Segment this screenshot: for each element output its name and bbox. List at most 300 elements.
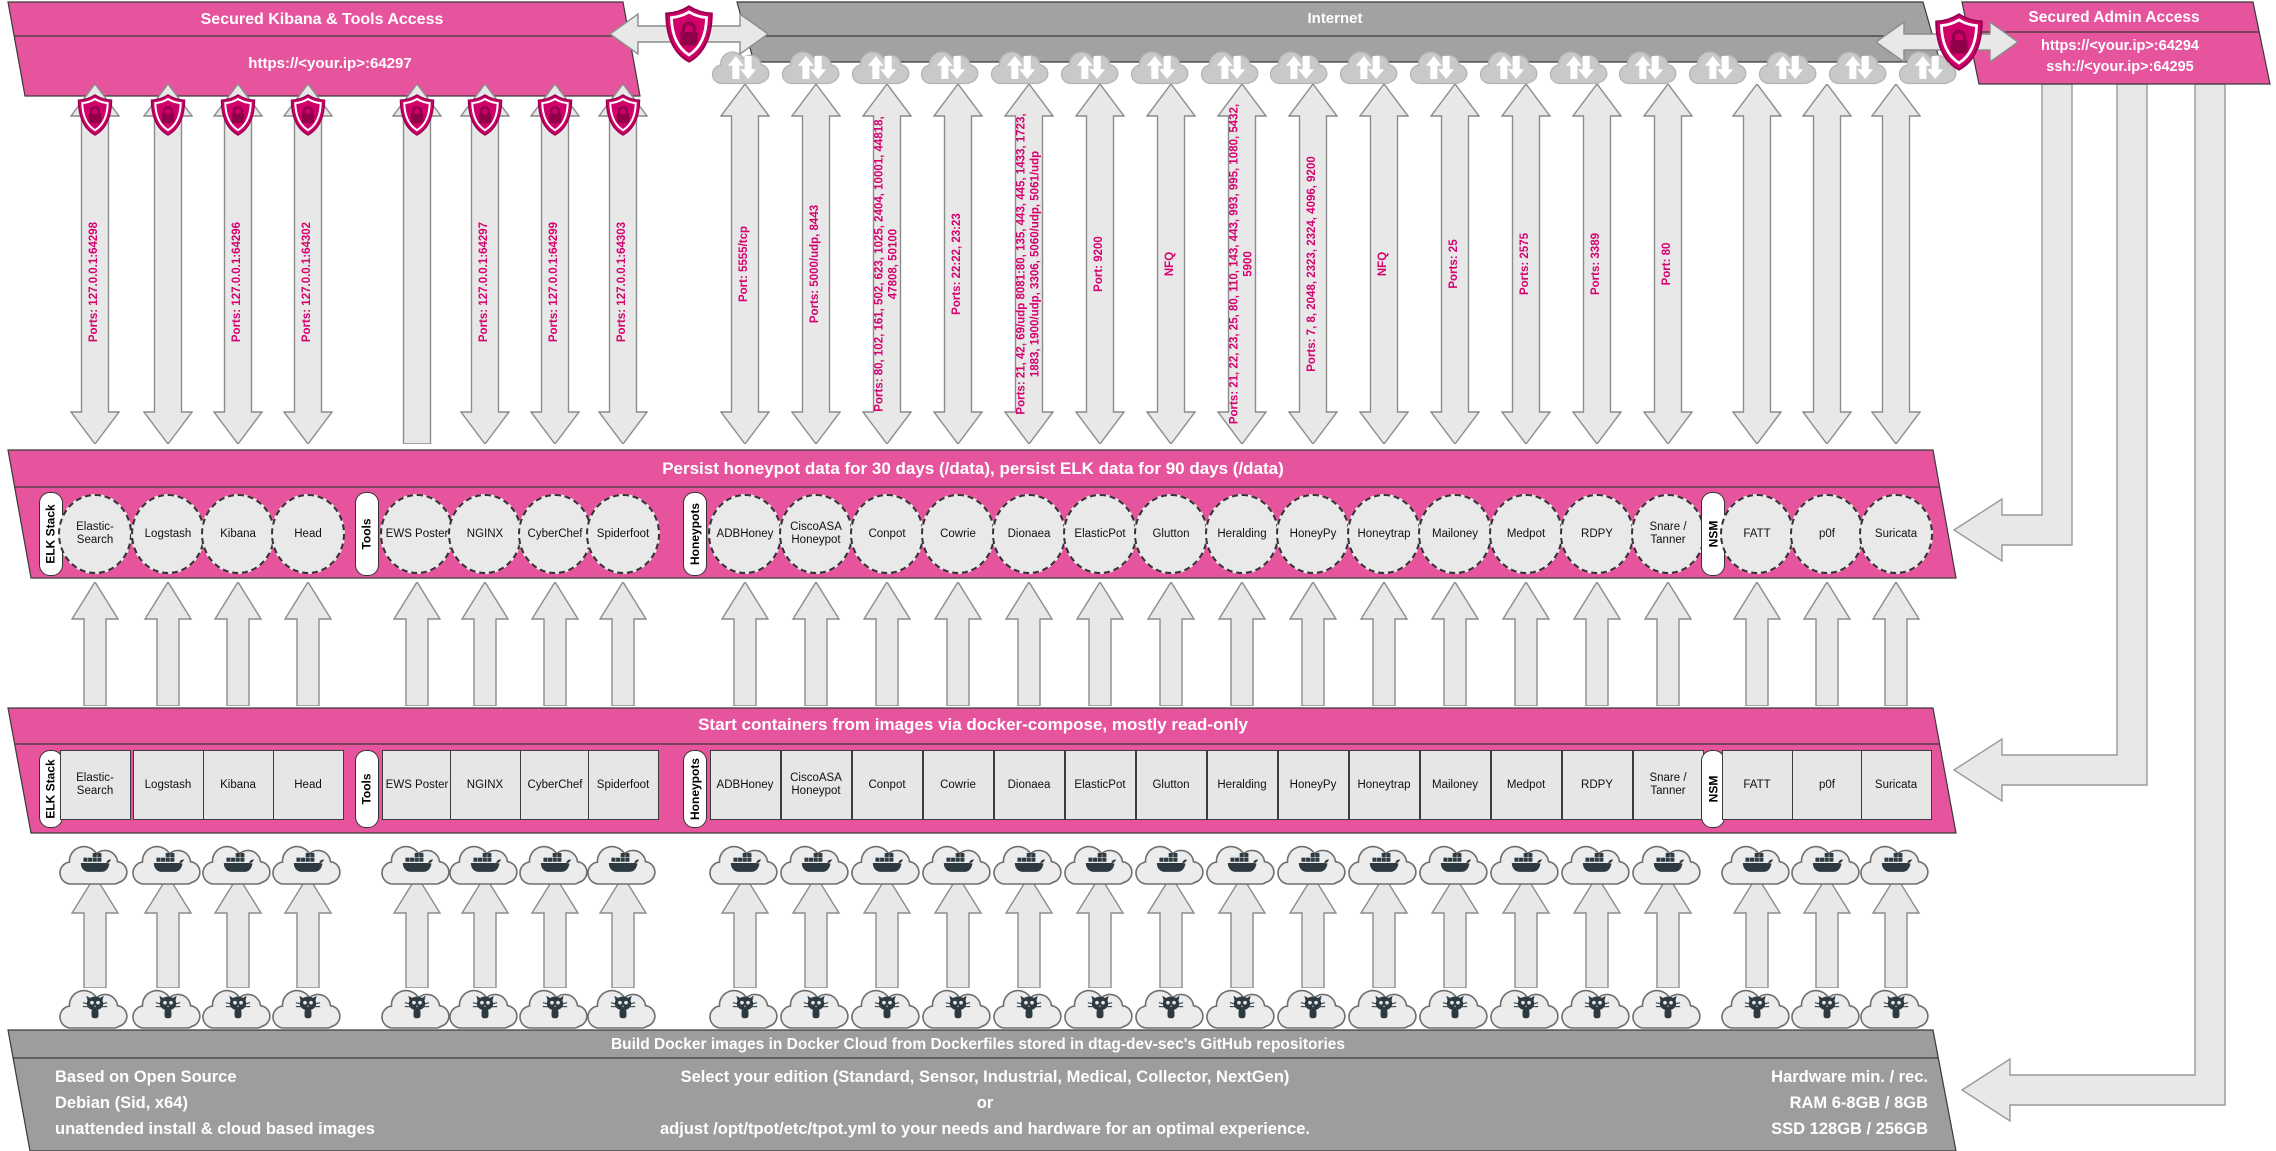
- local-port-arrow: [598, 84, 648, 444]
- internet-cloud: [919, 42, 983, 88]
- docker-whale-icon: [1155, 850, 1187, 876]
- github-octocat-icon: [1581, 994, 1613, 1020]
- build-left-line: unattended install & cloud based images: [55, 1120, 375, 1138]
- traffic-updown-icon: [1495, 56, 1525, 79]
- persist-flow-arrow: [598, 582, 648, 711]
- docker-cloud: [270, 836, 346, 888]
- docker-cloud: [1789, 836, 1865, 888]
- github-cloud: [778, 980, 854, 1032]
- image-pull-arrow: [1643, 876, 1693, 993]
- docker-cloud: [1275, 836, 1351, 888]
- internet-cloud: [1687, 42, 1751, 88]
- service-circle[interactable]: Snare / Tanner: [1631, 494, 1705, 574]
- port-label: Ports: 127.0.0.1:64303: [616, 221, 629, 343]
- container-box[interactable]: Heralding: [1207, 750, 1278, 820]
- docker-cloud: [1204, 836, 1280, 888]
- container-box[interactable]: Conpot: [852, 750, 923, 820]
- container-box[interactable]: Spiderfoot: [588, 750, 659, 820]
- port-label: Ports: 22:22, 23:23: [951, 213, 964, 315]
- container-box[interactable]: Suricata: [1861, 750, 1932, 820]
- local-port-arrow: [213, 84, 263, 444]
- port-label: NFQ: [1164, 251, 1177, 277]
- group-pill-honeypots: [683, 492, 707, 576]
- internet-cloud: [1059, 42, 1123, 88]
- container-box[interactable]: Honeytrap: [1349, 750, 1420, 820]
- github-octocat-icon: [871, 994, 903, 1020]
- docker-cloud: [130, 836, 206, 888]
- port-label: Ports: 127.0.0.1:64296: [231, 221, 244, 343]
- github-cloud: [1630, 980, 1706, 1032]
- docker-whale-icon: [469, 850, 501, 876]
- port-label: Ports: 21, 22, 23, 25, 80, 110, 143, 443, 993, 995, 1080, 5432, 5900: [1228, 103, 1254, 425]
- service-circle[interactable]: Kibana: [201, 494, 275, 574]
- internet-port-arrow: [1643, 84, 1693, 444]
- internet-port-arrow: [1146, 84, 1196, 444]
- docker-cloud: [920, 836, 996, 888]
- github-octocat-icon: [800, 994, 832, 1020]
- persist-flow-arrow: [392, 582, 442, 711]
- internet-cloud: [1338, 42, 1402, 88]
- persist-flow-arrow: [1359, 582, 1409, 711]
- image-pull-arrow: [1871, 876, 1921, 993]
- container-box[interactable]: CiscoASA Honeypot: [781, 750, 852, 820]
- persist-flow-arrow: [1217, 582, 1267, 711]
- port-label: Ports: 3389: [1590, 233, 1603, 296]
- service-circle[interactable]: Logstash: [131, 494, 205, 574]
- docker-whale-icon: [1368, 850, 1400, 876]
- port-label: Ports: 21, 42, 69/udp 8081:80, 135, 443, 445, 1433, 1723, 1883, 1900/udp, 3306, 5060/udp, 5061/udp: [1015, 113, 1041, 415]
- internet-cloud: [1268, 42, 1332, 88]
- persist-flow-arrow: [460, 582, 510, 711]
- internet-port-arrow: [933, 84, 983, 444]
- group-label: ELK Stack: [44, 759, 59, 819]
- github-cloud: [920, 980, 996, 1032]
- local-port-arrow: [143, 84, 193, 444]
- local-port-arrow: [70, 84, 120, 444]
- service-circle[interactable]: HoneyPy: [1276, 494, 1350, 574]
- github-octocat-icon: [1741, 994, 1773, 1020]
- persist-flow-arrow: [1075, 582, 1125, 711]
- image-pull-arrow: [1430, 876, 1480, 993]
- service-circle[interactable]: Suricata: [1859, 494, 1933, 574]
- container-box[interactable]: Snare / Tanner: [1633, 750, 1704, 820]
- service-circle[interactable]: RDPY: [1560, 494, 1634, 574]
- docker-whale-icon: [1652, 850, 1684, 876]
- internet-cloud: [1478, 42, 1542, 88]
- docker-whale-icon: [1226, 850, 1258, 876]
- github-cloud: [200, 980, 276, 1032]
- admin-url-ssh[interactable]: ssh://<your.ip>:64295: [2046, 59, 2194, 75]
- docker-cloud: [1417, 836, 1493, 888]
- traffic-updown-icon: [1076, 56, 1106, 79]
- github-octocat-icon: [79, 994, 111, 1020]
- container-box[interactable]: Medpot: [1491, 750, 1562, 820]
- docker-cloud: [778, 836, 854, 888]
- github-octocat-icon: [1652, 994, 1684, 1020]
- github-octocat-icon: [152, 994, 184, 1020]
- github-cloud: [447, 980, 523, 1032]
- docker-whale-icon: [1581, 850, 1613, 876]
- local-port-arrow: [283, 84, 333, 444]
- github-octocat-icon: [1880, 994, 1912, 1020]
- github-cloud: [379, 980, 455, 1032]
- persist-flow-arrow: [1572, 582, 1622, 711]
- internet-port-arrow: [1075, 84, 1125, 444]
- group-label: NSM: [1706, 775, 1721, 803]
- github-cloud: [130, 980, 206, 1032]
- image-pull-arrow: [1359, 876, 1409, 993]
- image-pull-arrow: [1501, 876, 1551, 993]
- docker-whale-icon: [79, 850, 111, 876]
- local-port-arrow: [392, 84, 442, 444]
- port-label: Ports: 127.0.0.1:64302: [301, 221, 314, 343]
- image-pull-arrow: [1802, 876, 1852, 993]
- container-box[interactable]: RDPY: [1562, 750, 1633, 820]
- service-circle[interactable]: Mailoney: [1418, 494, 1492, 574]
- image-pull-arrow: [1288, 876, 1338, 993]
- github-octocat-icon: [292, 994, 324, 1020]
- github-cloud: [707, 980, 783, 1032]
- image-pull-arrow: [1572, 876, 1622, 993]
- internet-port-arrow: [1802, 84, 1852, 444]
- port-label: Port: 80: [1661, 242, 1674, 286]
- group-label: Honeypots: [688, 757, 703, 821]
- github-octocat-icon: [942, 994, 974, 1020]
- build-right-line: RAM 6-8GB / 8GB: [1789, 1094, 1928, 1112]
- image-pull-arrow: [1075, 876, 1125, 993]
- docker-whale-icon: [800, 850, 832, 876]
- image-pull-arrow: [791, 876, 841, 993]
- traffic-updown-icon: [1425, 56, 1455, 79]
- internet-port-arrow: [1572, 84, 1622, 444]
- docker-cloud: [585, 836, 661, 888]
- github-octocat-icon: [222, 994, 254, 1020]
- internet-port-arrow: [791, 84, 841, 444]
- docker-whale-icon: [539, 850, 571, 876]
- traffic-updown-icon: [1774, 56, 1804, 79]
- github-cloud: [585, 980, 661, 1032]
- container-box[interactable]: Glutton: [1136, 750, 1207, 820]
- persist-flow-arrow: [862, 582, 912, 711]
- docker-whale-icon: [1439, 850, 1471, 876]
- admin-header-title: Secured Admin Access: [2028, 9, 2200, 26]
- internet-port-arrow: [1288, 84, 1338, 444]
- persist-flow-arrow: [530, 582, 580, 711]
- port-label: Ports: 127.0.0.1:64299: [548, 221, 561, 343]
- local-port-arrow: [460, 84, 510, 444]
- persist-flow-arrow: [1732, 582, 1782, 711]
- build-left-line: Debian (Sid, x64): [55, 1094, 188, 1112]
- service-circle[interactable]: ElasticPot: [1063, 494, 1137, 574]
- github-octocat-icon: [1297, 994, 1329, 1020]
- github-cloud: [1346, 980, 1422, 1032]
- container-box[interactable]: Kibana: [203, 750, 274, 820]
- image-pull-arrow: [213, 876, 263, 993]
- build-left-line: Based on Open Source: [55, 1068, 237, 1086]
- docker-cloud: [200, 836, 276, 888]
- persist-flow-arrow: [1430, 582, 1480, 711]
- shield-lock-icon: [150, 94, 186, 136]
- traffic-updown-icon: [1565, 56, 1595, 79]
- docker-whale-icon: [1741, 850, 1773, 876]
- persist-flow-arrow: [1871, 582, 1921, 711]
- firewall-shield-icon: [664, 5, 714, 63]
- service-circle[interactable]: Medpot: [1489, 494, 1563, 574]
- traffic-updown-icon: [1285, 56, 1315, 79]
- internet-cloud: [1199, 42, 1263, 88]
- github-cloud: [270, 980, 346, 1032]
- docker-cloud: [517, 836, 593, 888]
- internet-port-arrow: [1359, 84, 1409, 444]
- github-cloud: [517, 980, 593, 1032]
- container-box[interactable]: Cowrie: [923, 750, 994, 820]
- kibana-header-title: Secured Kibana & Tools Access: [200, 11, 444, 28]
- github-cloud: [1719, 980, 1795, 1032]
- traffic-updown-icon: [1844, 56, 1874, 79]
- build-center-line: or: [976, 1094, 994, 1112]
- image-pull-arrow: [283, 876, 333, 993]
- docker-cloud: [1858, 836, 1934, 888]
- group-label: NSM: [1706, 520, 1721, 548]
- service-circle[interactable]: NGINX: [448, 494, 522, 574]
- traffic-updown-icon: [1146, 56, 1176, 79]
- github-octocat-icon: [729, 994, 761, 1020]
- docker-whale-icon: [1297, 850, 1329, 876]
- container-box[interactable]: FATT: [1722, 750, 1793, 820]
- github-octocat-icon: [539, 994, 571, 1020]
- persist-flow-arrow: [143, 582, 193, 711]
- kibana-header-url[interactable]: https://<your.ip>:64297: [248, 55, 412, 72]
- internet-port-arrow: [720, 84, 770, 444]
- service-circle[interactable]: Glutton: [1134, 494, 1208, 574]
- group-pill-honeypots: [683, 750, 707, 828]
- docker-cloud: [379, 836, 455, 888]
- image-pull-arrow: [460, 876, 510, 993]
- service-circle[interactable]: CiscoASA Honeypot: [779, 494, 853, 574]
- service-circle[interactable]: Cowrie: [921, 494, 995, 574]
- image-pull-arrow: [70, 876, 120, 993]
- port-label: Ports: 2575: [1519, 233, 1532, 296]
- service-circle[interactable]: Honeytrap: [1347, 494, 1421, 574]
- github-cloud: [1204, 980, 1280, 1032]
- docker-whale-icon: [1880, 850, 1912, 876]
- docker-whale-icon: [152, 850, 184, 876]
- port-label: Ports: 80, 102, 161, 502, 623, 1025, 2404, 10001, 44818, 47808, 50100: [873, 116, 899, 412]
- traffic-updown-icon: [1634, 56, 1664, 79]
- build-center-line: adjust /opt/tpot/etc/tpot.yml to your needs and hardware for an optimal experience.: [659, 1120, 1311, 1138]
- persist-flow-arrow: [70, 582, 120, 711]
- container-box[interactable]: Logstash: [133, 750, 204, 820]
- persist-flow-arrow: [933, 582, 983, 711]
- container-box[interactable]: ElasticPot: [1065, 750, 1136, 820]
- docker-cloud: [991, 836, 1067, 888]
- port-label: Ports: 25: [1448, 239, 1461, 289]
- docker-cloud: [1346, 836, 1422, 888]
- image-pull-arrow: [933, 876, 983, 993]
- internet-cloud: [1617, 42, 1681, 88]
- internet-cloud: [1757, 42, 1821, 88]
- persist-flow-arrow: [1501, 582, 1551, 711]
- image-pull-arrow: [1217, 876, 1267, 993]
- internet-cloud: [989, 42, 1053, 88]
- github-octocat-icon: [607, 994, 639, 1020]
- internet-cloud: [780, 42, 844, 88]
- github-octocat-icon: [1811, 994, 1843, 1020]
- service-circle[interactable]: FATT: [1720, 494, 1794, 574]
- github-cloud: [1858, 980, 1934, 1032]
- local-port-arrow: [530, 84, 580, 444]
- group-label: ELK Stack: [44, 504, 59, 564]
- service-circle[interactable]: Head: [271, 494, 345, 574]
- github-cloud: [1789, 980, 1865, 1032]
- build-band-title: Build Docker images in Docker Cloud from Dockerfiles stored in dtag-dev-sec's GitHub repositories: [610, 1036, 1346, 1053]
- persist-flow-arrow: [1146, 582, 1196, 711]
- internet-cloud: [1548, 42, 1612, 88]
- service-circle[interactable]: Dionaea: [992, 494, 1066, 574]
- traffic-updown-icon: [797, 56, 827, 79]
- persist-flow-arrow: [213, 582, 263, 711]
- image-pull-arrow: [392, 876, 442, 993]
- service-circle[interactable]: Heralding: [1205, 494, 1279, 574]
- port-label: Ports: 127.0.0.1:64297: [478, 221, 491, 343]
- port-label: NFQ: [1377, 251, 1390, 277]
- container-box[interactable]: Dionaea: [994, 750, 1065, 820]
- github-cloud: [849, 980, 925, 1032]
- internet-port-arrow: [862, 84, 912, 444]
- github-octocat-icon: [1368, 994, 1400, 1020]
- group-label: Tools: [360, 773, 375, 805]
- service-circle[interactable]: p0f: [1790, 494, 1864, 574]
- build-right-line: SSD 128GB / 256GB: [1771, 1120, 1928, 1138]
- container-box[interactable]: p0f: [1792, 750, 1863, 820]
- build-right-line: Hardware min. / rec.: [1771, 1068, 1928, 1086]
- persist-flow-arrow: [283, 582, 333, 711]
- image-pull-arrow: [598, 876, 648, 993]
- docker-whale-icon: [1811, 850, 1843, 876]
- container-box[interactable]: Mailoney: [1420, 750, 1491, 820]
- internet-title: Internet: [1307, 10, 1363, 27]
- container-box[interactable]: NGINX: [450, 750, 521, 820]
- docker-whale-icon: [942, 850, 974, 876]
- docker-whale-icon: [401, 850, 433, 876]
- container-box[interactable]: CyberChef: [520, 750, 591, 820]
- github-cloud: [1559, 980, 1635, 1032]
- service-circle[interactable]: Spiderfoot: [586, 494, 660, 574]
- traffic-updown-icon: [1006, 56, 1036, 79]
- github-octocat-icon: [1084, 994, 1116, 1020]
- internet-port-arrow: [1217, 84, 1267, 444]
- internet-port-arrow: [1004, 84, 1054, 444]
- docker-cloud: [1719, 836, 1795, 888]
- persist-flow-arrow: [791, 582, 841, 711]
- image-pull-arrow: [1004, 876, 1054, 993]
- persist-flow-arrow: [720, 582, 770, 711]
- port-label: Port: 9200: [1093, 236, 1106, 292]
- group-pill-tools: [355, 750, 379, 828]
- docker-whale-icon: [222, 850, 254, 876]
- docker-cloud: [1488, 836, 1564, 888]
- service-circle[interactable]: ADBHoney: [708, 494, 782, 574]
- admin-url-https[interactable]: https://<your.ip>:64294: [2041, 38, 2199, 54]
- traffic-updown-icon: [867, 56, 897, 79]
- docker-cloud: [57, 836, 133, 888]
- image-pull-arrow: [143, 876, 193, 993]
- github-octocat-icon: [1439, 994, 1471, 1020]
- github-octocat-icon: [1226, 994, 1258, 1020]
- container-box[interactable]: ADBHoney: [710, 750, 781, 820]
- github-cloud: [1062, 980, 1138, 1032]
- docker-whale-icon: [729, 850, 761, 876]
- github-cloud: [991, 980, 1067, 1032]
- persist-flow-arrow: [1643, 582, 1693, 711]
- docker-cloud: [447, 836, 523, 888]
- group-pill-tools: [355, 492, 379, 576]
- docker-whale-icon: [1013, 850, 1045, 876]
- persist-flow-arrow: [1288, 582, 1338, 711]
- github-cloud: [1488, 980, 1564, 1032]
- internet-port-arrow: [1732, 84, 1782, 444]
- internet-port-arrow: [1871, 84, 1921, 444]
- github-cloud: [57, 980, 133, 1032]
- github-octocat-icon: [401, 994, 433, 1020]
- traffic-updown-icon: [936, 56, 966, 79]
- port-label: Ports: 5000/udp, 8443: [809, 204, 822, 324]
- docker-cloud: [849, 836, 925, 888]
- docker-cloud: [1133, 836, 1209, 888]
- service-circle[interactable]: EWS Poster: [380, 494, 454, 574]
- image-pull-arrow: [1146, 876, 1196, 993]
- port-label: Ports: 127.0.0.1:64298: [88, 221, 101, 343]
- docker-whale-icon: [607, 850, 639, 876]
- docker-cloud: [1630, 836, 1706, 888]
- persist-band-title: Persist honeypot data for 30 days (/data), persist ELK data for 90 days (/data): [662, 459, 1284, 478]
- service-circle[interactable]: CyberChef: [518, 494, 592, 574]
- shield-lock-icon: [399, 94, 435, 136]
- github-octocat-icon: [1510, 994, 1542, 1020]
- compose-band-title: Start containers from images via docker-compose, mostly read-only: [698, 715, 1248, 734]
- github-octocat-icon: [469, 994, 501, 1020]
- container-box[interactable]: Head: [273, 750, 344, 820]
- docker-cloud: [1559, 836, 1635, 888]
- traffic-updown-icon: [1704, 56, 1734, 79]
- github-octocat-icon: [1155, 994, 1187, 1020]
- traffic-updown-icon: [1355, 56, 1385, 79]
- traffic-updown-icon: [1216, 56, 1246, 79]
- github-cloud: [1133, 980, 1209, 1032]
- image-pull-arrow: [720, 876, 770, 993]
- internet-cloud: [1408, 42, 1472, 88]
- internet-port-arrow: [1501, 84, 1551, 444]
- image-pull-arrow: [862, 876, 912, 993]
- service-circle[interactable]: Conpot: [850, 494, 924, 574]
- internet-port-arrow: [1430, 84, 1480, 444]
- container-box[interactable]: EWS Poster: [382, 750, 453, 820]
- build-right-text: [1400, 1064, 1928, 1142]
- build-center-line: Select your edition (Standard, Sensor, Industrial, Medical, Collector, NextGen): [680, 1068, 1290, 1086]
- port-label: Port: 5555/tcp: [738, 225, 751, 303]
- container-box[interactable]: HoneyPy: [1278, 750, 1349, 820]
- group-label: Honeypots: [688, 502, 703, 566]
- container-box[interactable]: Elastic-Search: [60, 750, 131, 820]
- docker-whale-icon: [1510, 850, 1542, 876]
- docker-cloud: [1062, 836, 1138, 888]
- image-pull-arrow: [530, 876, 580, 993]
- service-circle[interactable]: Elastic-Search: [58, 494, 132, 574]
- docker-cloud: [707, 836, 783, 888]
- internet-cloud: [850, 42, 914, 88]
- docker-whale-icon: [292, 850, 324, 876]
- persist-flow-arrow: [1802, 582, 1852, 711]
